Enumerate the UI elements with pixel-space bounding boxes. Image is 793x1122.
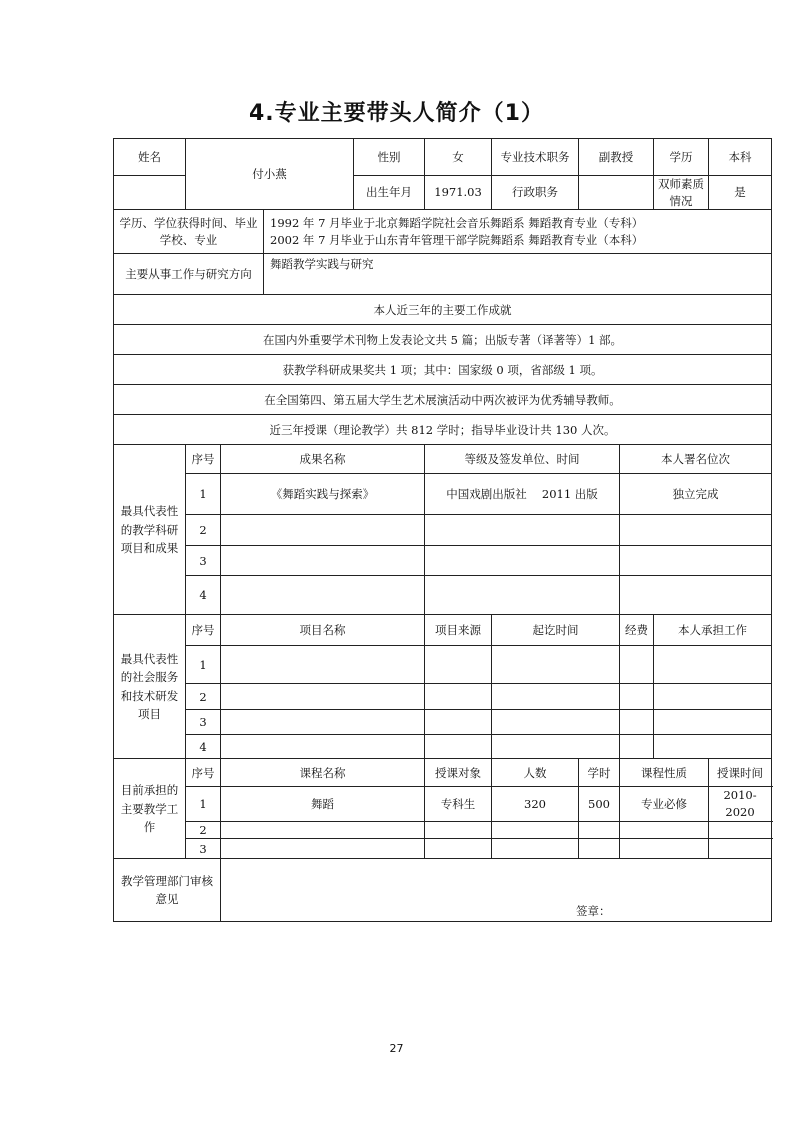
table-cell	[492, 710, 620, 735]
table-cell	[425, 710, 492, 735]
table-cell: 《舞蹈实践与探索》	[221, 474, 425, 515]
dual-value: 是	[709, 176, 772, 210]
dual-label: 双师素质情况	[654, 176, 709, 210]
name-label-extension	[114, 176, 186, 210]
table-cell	[221, 546, 425, 576]
table-row-no: 2	[186, 515, 221, 546]
table-cell	[221, 821, 425, 839]
table-cell: 独立完成	[620, 474, 772, 515]
table-cell	[620, 821, 709, 839]
research-label: 主要从事工作与研究方向	[114, 254, 264, 295]
tech-title-label: 专业技术职务	[492, 139, 579, 176]
table-cell	[425, 821, 492, 839]
table-cell	[221, 576, 425, 615]
table-cell	[620, 710, 654, 735]
table-row-no: 3	[186, 839, 221, 859]
table-row-no: 1	[186, 787, 221, 821]
table-cell	[221, 735, 425, 759]
ct-header-course: 课程名称	[221, 759, 425, 787]
table-cell: 专科生	[425, 787, 492, 821]
table-cell	[709, 821, 772, 839]
education-value: 本科	[709, 139, 772, 176]
table-cell	[492, 646, 620, 684]
ct-header-hours: 学时	[579, 759, 620, 787]
table-row-no: 2	[186, 821, 221, 839]
gender-value: 女	[425, 139, 492, 176]
tr-header-name: 成果名称	[221, 445, 425, 474]
page-title: 4.专业主要带头人简介（1）	[249, 101, 544, 126]
table-cell	[579, 821, 620, 839]
table-cell	[654, 684, 772, 710]
achievements-header: 本人近三年的主要工作成就	[114, 295, 772, 325]
ct-header-students: 人数	[492, 759, 579, 787]
page-number: 27	[389, 1042, 404, 1055]
ct-header-no: 序号	[186, 759, 221, 787]
table-cell	[620, 546, 772, 576]
table-cell	[425, 684, 492, 710]
current-teaching-label: 目前承担的主要教学工作	[114, 759, 186, 859]
tech-title-value: 副教授	[579, 139, 654, 176]
table-cell	[425, 515, 620, 546]
table-cell	[654, 735, 772, 759]
achievement-line-4: 近三年授课（理论教学）共 812 学时；指导毕业设计共 130 人次。	[114, 415, 772, 445]
table-cell	[620, 839, 709, 859]
table-cell	[492, 839, 579, 859]
ct-header-period: 授课时间	[709, 759, 772, 787]
ss-header-source: 项目来源	[425, 615, 492, 646]
achievement-line-2: 获教学科研成果奖共 1 项；其中：国家级 0 项，省部级 1 项。	[114, 355, 772, 385]
ss-header-role: 本人承担工作	[654, 615, 772, 646]
table-cell	[620, 646, 654, 684]
ss-header-funding: 经费	[620, 615, 654, 646]
table-cell: 专业必修	[620, 787, 709, 821]
table-cell	[425, 735, 492, 759]
degree-line-2: 2002 年 7 月毕业于山东青年管理干部学院舞蹈系 舞蹈教育专业（本科）	[270, 232, 644, 247]
ct-header-audience: 授课对象	[425, 759, 492, 787]
review-label: 教学管理部门审核意见	[114, 859, 221, 922]
table-cell	[221, 710, 425, 735]
table-cell	[425, 546, 620, 576]
table-row-no: 1	[186, 474, 221, 515]
tr-header-no: 序号	[186, 445, 221, 474]
table-cell	[492, 735, 620, 759]
table-cell	[425, 576, 620, 615]
gender-label: 性别	[354, 139, 425, 176]
table-row-no: 4	[186, 576, 221, 615]
table-cell: 2010-2020	[709, 787, 772, 821]
table-cell	[492, 821, 579, 839]
table-cell	[620, 515, 772, 546]
name-value: 付小燕	[186, 139, 354, 210]
table-cell	[620, 735, 654, 759]
achievement-line-1: 在国内外重要学术刊物上发表论文共 5 篇；出版专著（译著等）1 部。	[114, 325, 772, 355]
birth-value: 1971.03	[425, 176, 492, 210]
ss-header-period: 起讫时间	[492, 615, 620, 646]
birth-label: 出生年月	[354, 176, 425, 210]
name-label: 姓名	[114, 139, 186, 176]
social-service-label: 最具代表性的社会服务和技术研发项目	[114, 615, 186, 759]
table-row-no: 2	[186, 684, 221, 710]
table-row-no: 4	[186, 735, 221, 759]
tr-header-rank: 本人署名位次	[620, 445, 772, 474]
table-cell	[425, 646, 492, 684]
admin-value	[579, 176, 654, 210]
achievement-line-3: 在全国第四、第五届大学生艺术展演活动中两次被评为优秀辅导教师。	[114, 385, 772, 415]
education-label: 学历	[654, 139, 709, 176]
table-cell	[709, 839, 772, 859]
table-cell: 中国戏剧出版社 2011 出版	[425, 474, 620, 515]
ct-header-nature: 课程性质	[620, 759, 709, 787]
tr-header-issuer: 等级及签发单位、时间	[425, 445, 620, 474]
table-row-no: 1	[186, 646, 221, 684]
table-cell	[221, 515, 425, 546]
table-cell	[221, 684, 425, 710]
table-cell: 500	[579, 787, 620, 821]
table-cell	[620, 684, 654, 710]
research-value: 舞蹈教学实践与研究	[264, 254, 772, 295]
profile-table	[113, 138, 772, 922]
table-cell: 舞蹈	[221, 787, 425, 821]
degree-value	[264, 210, 772, 254]
table-cell: 320	[492, 787, 579, 821]
table-cell	[579, 839, 620, 859]
ss-header-name: 项目名称	[221, 615, 425, 646]
table-row-no: 3	[186, 710, 221, 735]
table-cell	[425, 839, 492, 859]
table-row-no: 3	[186, 546, 221, 576]
table-cell	[492, 684, 620, 710]
table-cell	[654, 710, 772, 735]
table-cell	[221, 646, 425, 684]
signature-area: 签章：	[221, 859, 772, 922]
table-cell	[221, 839, 425, 859]
ss-header-no: 序号	[186, 615, 221, 646]
admin-label: 行政职务	[492, 176, 579, 210]
degree-line-1: 1992 年 7 月毕业于北京舞蹈学院社会音乐舞蹈系 舞蹈教育专业（专科）	[270, 216, 644, 231]
degree-label: 学历、学位获得时间、毕业学校、专业	[114, 210, 264, 254]
table-cell	[620, 576, 772, 615]
teaching-research-label: 最具代表性的教学科研项目和成果	[114, 445, 186, 615]
table-cell	[654, 646, 772, 684]
